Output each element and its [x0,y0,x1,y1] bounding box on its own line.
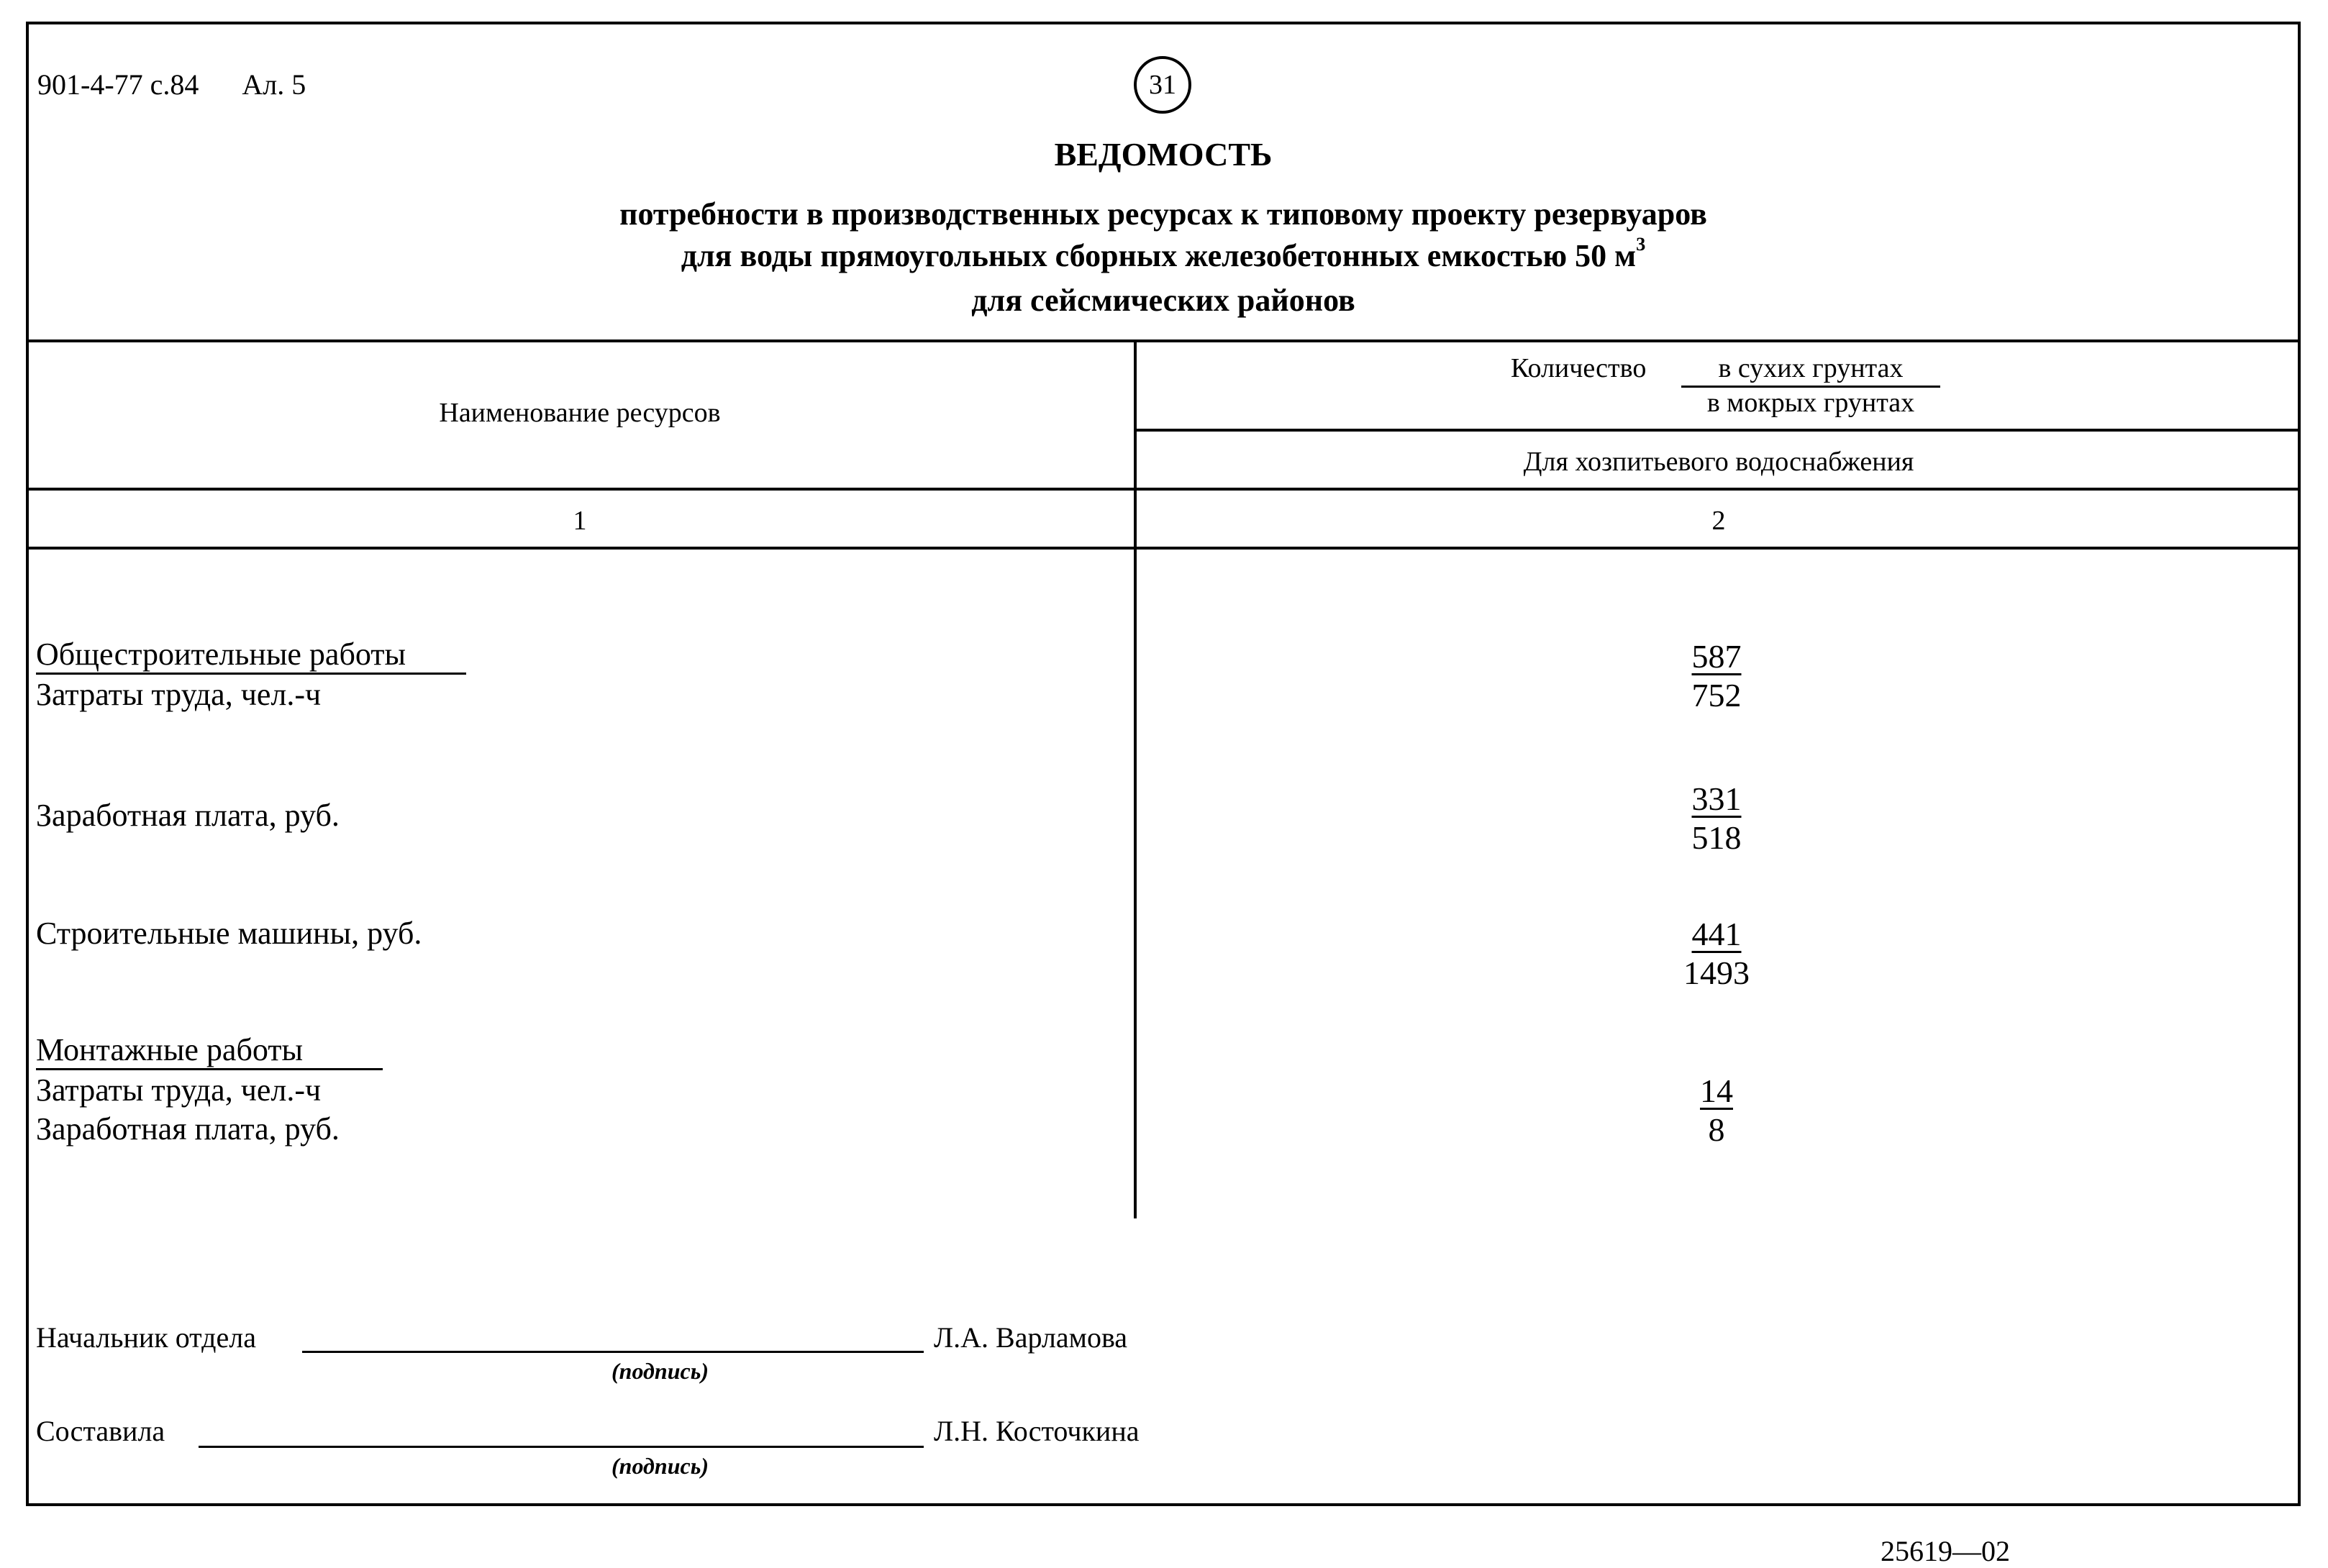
row-label-machines: Строительные машины, руб. [36,916,422,951]
value-wet: 518 [1691,819,1742,856]
document-subtitle-line3: для сейсмических районов [971,283,1355,318]
document-subtitle-line1: потребности в производственных ресурсах к типовому проекту резервуаров [619,196,1707,232]
row-label-wages: Заработная плата, руб. [36,1111,340,1147]
section-title-assembly: Монтажные работы [36,1032,304,1067]
value-wet: 752 [1691,677,1742,714]
table-top-border [26,339,2301,342]
col-number-2: 2 [1711,506,1726,536]
album-number: Ал. 5 [242,68,306,101]
colnum-bottom-border [26,547,2301,550]
value-dry: 441 [1691,916,1742,952]
colnum-top-border [26,488,2301,491]
signature-line [302,1351,924,1353]
value-dry: 331 [1691,780,1742,817]
row-label-labor: Затраты труда, чел.-ч [36,677,322,712]
col2-header-dry: в сухих грунтах [1718,353,1904,383]
col2-header-wet: в мокрых грунтах [1706,388,1915,418]
value-wet: 8 [1708,1111,1725,1148]
signature-note: (подпись) [611,1453,709,1479]
value-dry: 587 [1691,638,1742,675]
row-label-labor: Затраты труда, чел.-ч [36,1072,322,1108]
section-title-underline [36,1068,383,1070]
signature-role: Начальник отдела [36,1321,256,1354]
row-label-wages: Заработная плата, руб. [36,798,340,833]
signature-name: Л.Н. Косточкина [934,1415,1140,1447]
col2-subheader: Для хозпитьевого водоснабжения [1523,447,1914,477]
section-title-underline [36,673,466,675]
signature-role: Составила [36,1415,165,1447]
signature-name: Л.А. Варламова [934,1321,1128,1354]
value-dry: 14 [1700,1072,1733,1109]
value-wet: 1493 [1683,954,1750,991]
section-title-general: Общестроительные работы [36,637,406,672]
page-number-badge: 31 [1134,56,1191,114]
subheader-divider [1135,429,2301,432]
document-code: 901-4-77 с.84 Ал. 5 [37,68,306,101]
signature-note: (подпись) [611,1358,709,1384]
col-number-1: 1 [573,506,587,536]
signature-line [199,1446,924,1448]
footer-code: 25619—02 [1881,1535,2010,1567]
document-title: ВЕДОМОСТЬ [1054,136,1273,173]
col1-header: Наименование ресурсов [439,398,721,428]
document-subtitle-line2: для воды прямоугольных сборных железобетонных емкостью 50 $м^3$ [681,233,1646,273]
col2-header-label: Количество [1511,353,1647,383]
